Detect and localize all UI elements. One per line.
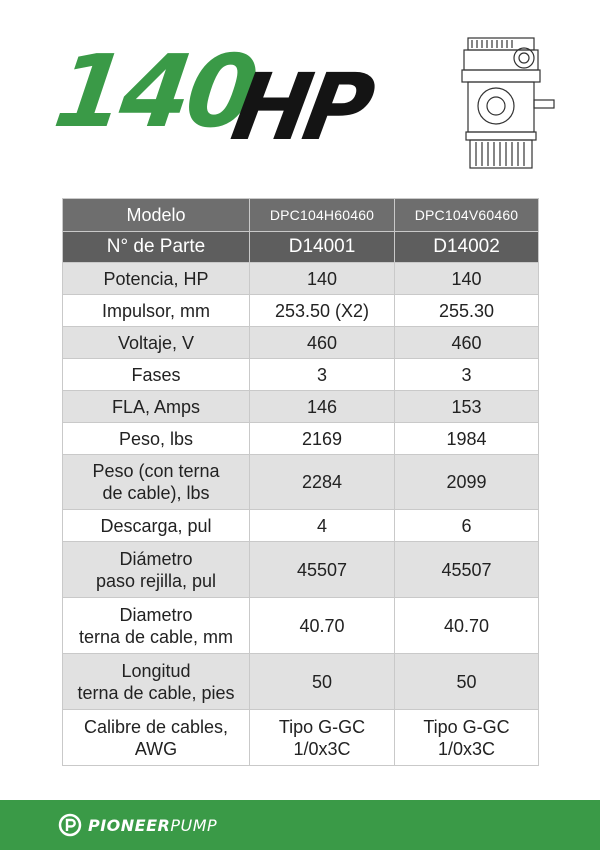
part-number-v: D14002: [395, 232, 539, 263]
row-value-h: 40.70: [250, 598, 395, 654]
table-row: [63, 391, 539, 423]
row-value-h: 50: [250, 654, 395, 710]
table-row: [63, 542, 539, 598]
row-label: Peso, lbs: [63, 423, 250, 455]
model-label: Modelo: [63, 199, 250, 232]
model-v-code: DPC104V60460: [395, 199, 539, 232]
row-value-v: 2099: [395, 455, 539, 510]
table-row: [63, 263, 539, 295]
row-label: Fases: [63, 359, 250, 391]
specs-table: [62, 198, 539, 766]
title-unit: HP: [224, 54, 376, 161]
pioneer-logo-icon: [58, 813, 82, 837]
row-label-line: Diámetro: [119, 548, 193, 569]
row-value-h: 2169: [250, 423, 395, 455]
row-label: Potencia, HP: [63, 263, 250, 295]
row-label-line: terna de cable, pies: [77, 682, 235, 703]
brand-name-light: PUMP: [170, 815, 218, 835]
footer-bar: [0, 800, 600, 850]
row-value-h: 3: [250, 359, 395, 391]
brand-logo: [58, 812, 217, 838]
row-value-line: 1/0x3C: [437, 738, 496, 759]
row-value-v: 3: [395, 359, 539, 391]
table-row: [63, 510, 539, 542]
row-value-v: 40.70: [395, 598, 539, 654]
part-number-h: D14001: [250, 232, 395, 263]
row-value-v: 1984: [395, 423, 539, 455]
table-row: [63, 295, 539, 327]
row-label: [63, 710, 250, 766]
row-value-h: 2284: [250, 455, 395, 510]
row-label: [63, 654, 250, 710]
table-row: [63, 710, 539, 766]
row-label: Voltaje, V: [63, 327, 250, 359]
row-value-h: 460: [250, 327, 395, 359]
row-value-line: Tipo G-GC: [278, 716, 366, 737]
row-value-v: 6: [395, 510, 539, 542]
row-value-h: 140: [250, 263, 395, 295]
table-row: [63, 359, 539, 391]
row-label-line: Longitud: [121, 660, 191, 681]
part-number-label: N° de Parte: [63, 232, 250, 263]
row-value-line: 1/0x3C: [293, 738, 351, 759]
row-label-line: de cable), lbs: [102, 483, 210, 503]
row-value-v: 45507: [395, 542, 539, 598]
row-value-v: 140: [395, 263, 539, 295]
row-label-line: Calibre de cables,: [83, 716, 229, 737]
brand-name: [88, 816, 217, 835]
row-label-line: Peso (con terna: [92, 461, 220, 481]
row-label: FLA, Amps: [63, 391, 250, 423]
row-value-h: 4: [250, 510, 395, 542]
row-value-h: [250, 710, 395, 766]
model-row: [63, 199, 539, 232]
table-row: [63, 654, 539, 710]
row-value-h: 253.50 (X2): [250, 295, 395, 327]
table-row: [63, 598, 539, 654]
row-value-v: 50: [395, 654, 539, 710]
row-value-v: 460: [395, 327, 539, 359]
row-value-v: [395, 710, 539, 766]
row-label-line: Diametro: [119, 604, 193, 625]
row-label: [63, 598, 250, 654]
row-label: Descarga, pul: [63, 510, 250, 542]
table-row: [63, 327, 539, 359]
row-label: [63, 542, 250, 598]
row-value-v: 255.30: [395, 295, 539, 327]
brand-name-bold: PIONEER: [88, 815, 171, 835]
title-number: 140: [47, 33, 262, 150]
row-label-line: AWG: [134, 738, 178, 759]
row-value-h: 146: [250, 391, 395, 423]
row-value-h: 45507: [250, 542, 395, 598]
row-label: Impulsor, mm: [63, 295, 250, 327]
table-row: [63, 423, 539, 455]
part-number-row: [63, 232, 539, 263]
row-value-line: Tipo G-GC: [423, 716, 510, 737]
model-h-code: DPC104H60460: [250, 199, 395, 232]
pump-icon: [458, 34, 558, 174]
row-label-line: paso rejilla, pul: [95, 570, 217, 591]
row-label-line: terna de cable, mm: [78, 626, 234, 647]
row-label: [63, 455, 250, 510]
table-row: [63, 455, 539, 510]
row-value-v: 153: [395, 391, 539, 423]
